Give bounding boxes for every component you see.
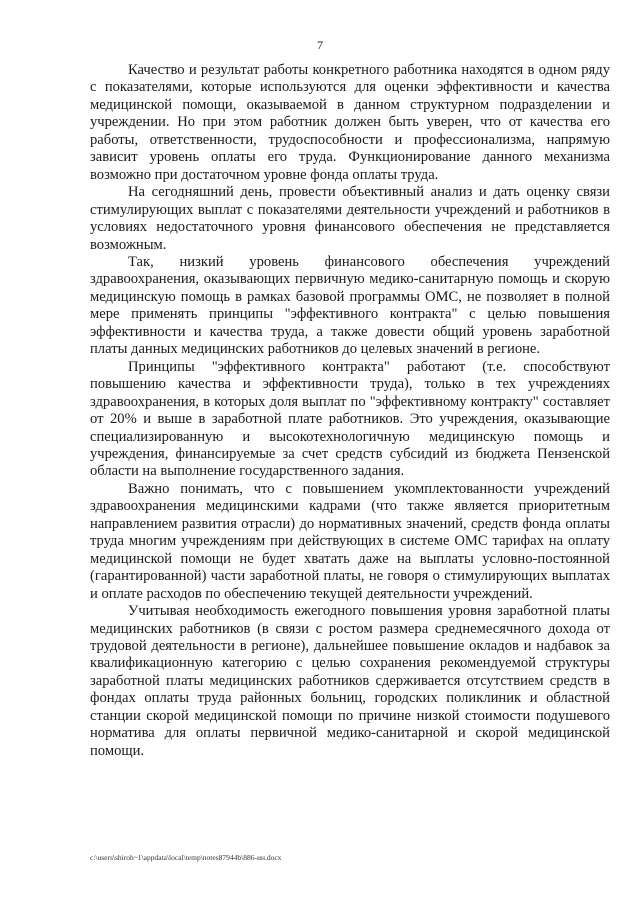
paragraph-6: Учитывая необходимость ежегодного повышения уровня заработной платы медицинских работников (в связи с ростом размера среднемесячного дохода от трудовой деятельности в регионе), дальнейшее повышение окладов и надбавок за квалификационную категорию с целью сохранения рекомендуемой структуры заработной платы медицинских работников сдерживается отсутствием средств в фондах оплаты труда районных больниц, городских поликлиник и областной станции скорой медицинской помощи по причине низкой стоимости подушевого норматива для оплаты первичной медико-санитарной и скорой медицинской помощи. [90,603,610,759]
paragraph-3: Так, низкий уровень финансового обеспечения учреждений здравоохранения, оказывающих первичную медико-санитарную помощь и скорую медицинскую помощь в рамках базовой программы ОМС, не позволяет в полной мере применять принципы "эффективного контракта" с целью повышения эффективности и качества труда, а также довести общий уровень заработной платы данных медицинских работников до целевых значений в регионе. [90,253,610,358]
page-number: 7 [317,38,323,52]
document-body [90,62,610,760]
footer-file-path: c:\users\shiroh~1\appdata\local\temp\notes87944b\886-ин.docx [90,853,282,862]
paragraph-4: Принципы "эффективного контракта" работают (т.е. способствуют повышению качества и эффективности труда), только в тех учреждениях здравоохранения, в которых доля выплат по "эффективному контракту" составляет от 20% и выше в заработной плате работников. Это учреждения, оказывающие специализированную и высокотехнологичную медицинскую помощь и учреждения, финансируемые за счет средств субсидий из бюджета Пензенской области на выполнение государственного задания. [90,358,610,480]
paragraph-1: Качество и результат работы конкретного работника находятся в одном ряду с показателями, которые используются для оценки эффективности и качества медицинской помощи, оказываемой в данном структурном подразделении и учреждении. Но при этом работник должен быть уверен, что от качества его работы, ответственности, трудоспособности и профессионализма, напрямую зависит уровень оплаты его труда. Функционирование данного механизма возможно при достаточном уровне фонда оплаты труда. [90,62,610,183]
paragraph-5: Важно понимать, что с повышением укомплектованности учреждений здравоохранения медицинскими кадрами (что также является приоритетным направлением развития отрасли) до нормативных значений, средств фонда оплаты труда многим учреждениям при действующих в системе ОМС тарифах на оплату медицинской помощи не будет хватать даже на выплаты условно-постоянной (гарантированной) части заработной платы, не говоря о стимулирующих выплатах и оплате расходов по обеспечению текущей деятельности учреждений. [90,480,610,602]
paragraph-2: На сегодняшний день, провести объективный анализ и дать оценку связи стимулирующих выплат с показателями деятельности учреждений и работников в условиях недостаточного уровня финансового обеспечения не представляется возможным. [90,184,610,253]
